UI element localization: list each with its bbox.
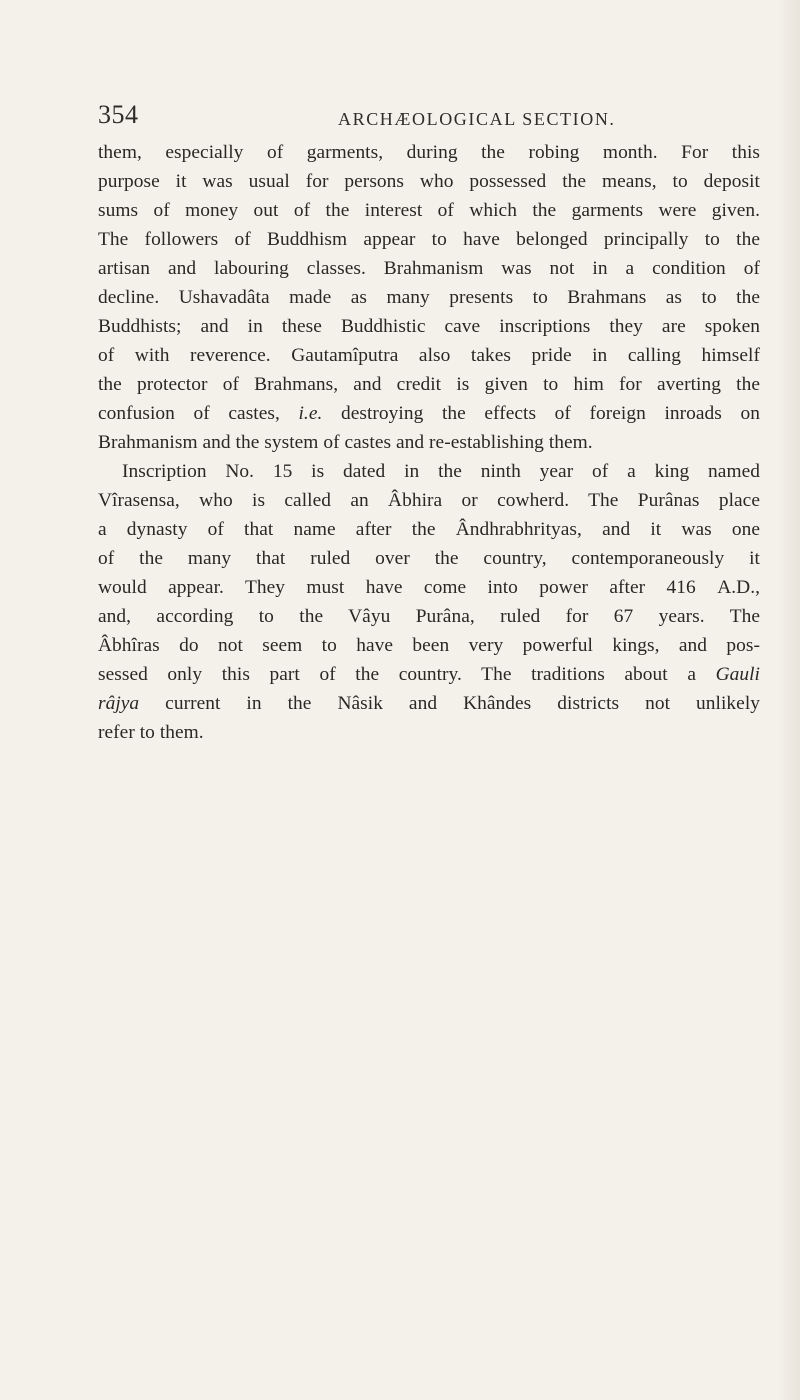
text-fragment: sessed only this part of the country. The traditions about a	[98, 664, 716, 685]
text-line: Buddhists; and in these Buddhistic cave inscriptions they are spoken	[98, 316, 760, 337]
text-line: Inscription No. 15 is dated in the ninth year of a king named	[122, 461, 760, 482]
italic-term: Gauli	[715, 664, 760, 685]
text-line: a dynasty of that name after the Ândhrabhrityas, and it was one	[98, 519, 760, 540]
text-line	[98, 660, 760, 689]
italic-abbreviation: i.e.	[298, 403, 323, 424]
text-line	[98, 689, 760, 718]
text-fragment: would appear. They must have come into power after 416	[98, 577, 718, 598]
text-line: Brahmanism and the system of castes and re-establishing them.	[98, 432, 593, 453]
text-line: of the many that ruled over the country, contemporaneously it	[98, 548, 760, 569]
text-fragment: ,	[755, 577, 760, 598]
text-line: sums of money out of the interest of which the garments were given.	[98, 200, 760, 221]
text-fragment: destroying the effects of foreign inroads on	[322, 403, 760, 424]
text-line	[98, 399, 760, 428]
text-fragment: current in the Nâsik and Khândes districts not unlikely	[139, 693, 760, 714]
page-number: 354	[98, 100, 139, 129]
text-line: Vîrasensa, who is called an Âbhira or cowherd. The Purânas place	[98, 490, 760, 511]
text-line: and, according to the Vâyu Purâna, ruled for 67 years. The	[98, 606, 760, 627]
text-line: them, especially of garments, during the robing month. For this	[98, 142, 760, 163]
section-title: ARCHÆOLOGICAL SECTION.	[338, 109, 616, 129]
text-line: of with reverence. Gautamîputra also takes pride in calling himself	[98, 345, 760, 366]
text-line: artisan and labouring classes. Brahmanism was not in a condition of	[98, 258, 760, 279]
italic-term: râjya	[98, 693, 140, 714]
body-text	[98, 138, 760, 747]
era-abbreviation: A.D.	[717, 577, 756, 598]
text-line: purpose it was usual for persons who possessed the means, to deposit	[98, 171, 760, 192]
running-head	[98, 100, 758, 140]
text-line: The followers of Buddhism appear to have belonged principally to the	[98, 229, 760, 250]
text-fragment: confusion of castes,	[98, 403, 299, 424]
text-line: Âbhîras do not seem to have been very powerful kings, and pos-	[98, 635, 760, 656]
page-edge-shadow	[778, 0, 800, 1400]
text-line	[98, 573, 760, 602]
text-line: the protector of Brahmans, and credit is given to him for averting the	[98, 374, 760, 395]
text-line: refer to them.	[98, 722, 204, 743]
text-line: decline. Ushavadâta made as many presents to Brahmans as to the	[98, 287, 760, 308]
